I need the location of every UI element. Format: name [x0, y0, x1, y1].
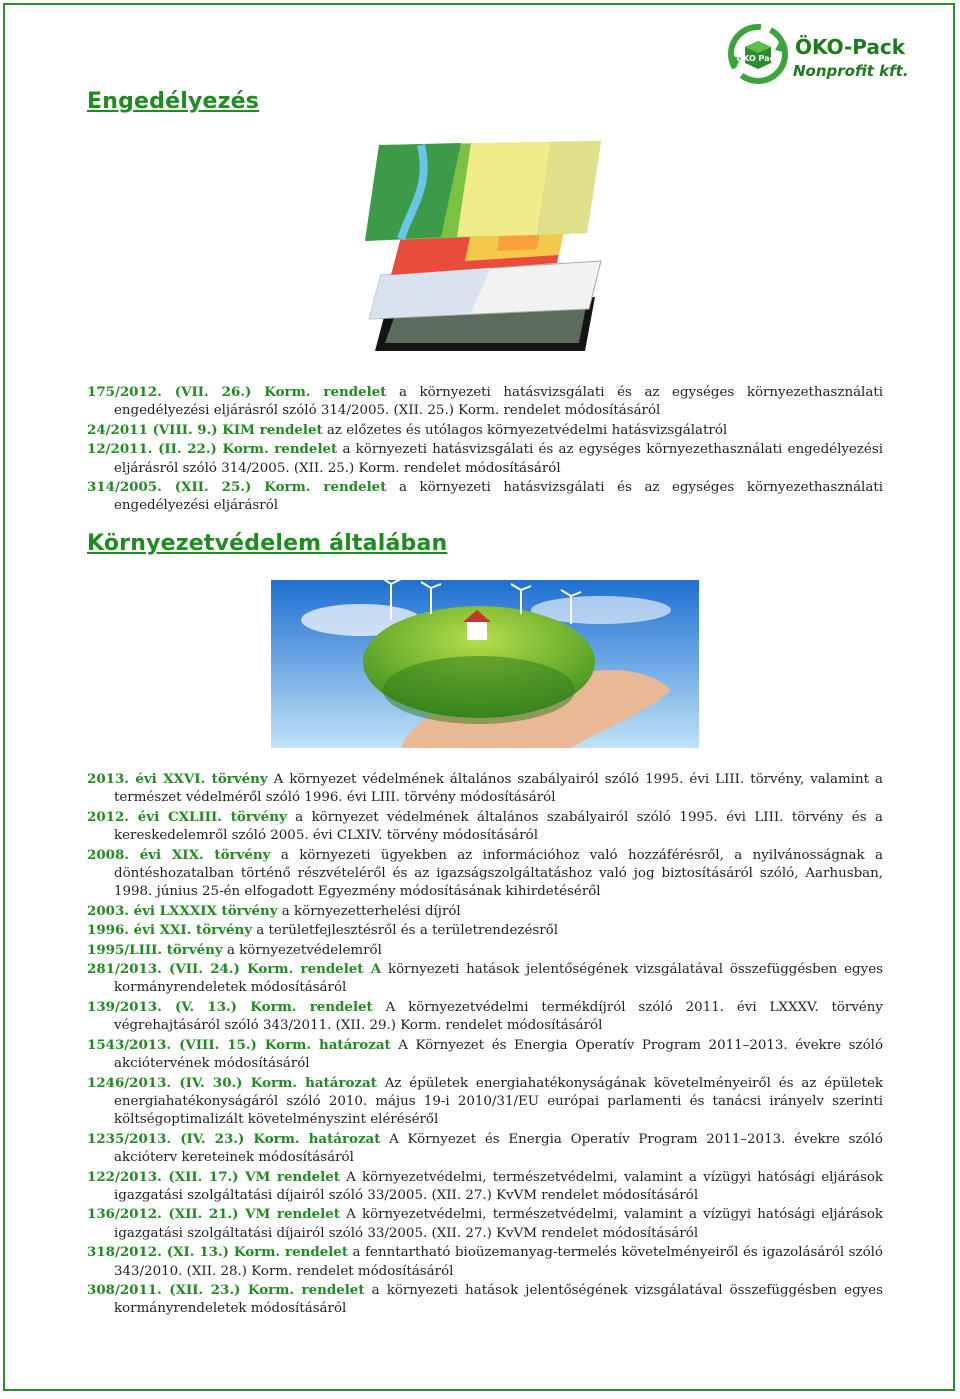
law-description: A Környezet és Energia Operatív Program 2011–2013. évekre szóló akcióterv kereteinek módosításáról: [114, 1131, 883, 1166]
law-item: [87, 421, 883, 440]
law-reference: 1246/2013. (IV. 30.) Korm. határozat: [87, 1074, 377, 1091]
law-item: [87, 1168, 883, 1206]
law-reference: 136/2012. (XII. 21.) VM rendelet: [87, 1206, 340, 1223]
law-description: A környezetvédelmi termékdíjról szóló 2011. évi LXXXV. törvény végrehajtásáról szóló 343/2011. (XII. 29.) Korm. rendelet módosításáról: [114, 999, 883, 1034]
law-reference: 1996. évi XXI. törvény: [87, 922, 252, 939]
law-description: a környezeti ügyekben az információhoz való hozzáférésről, a nyilvánosságnak a döntéshozatalban történő részvételéről és az igazságszolgáltatáshoz való jog biztosításáról szóló, Aarhusban, 1998. június 25-én elfogadott Egyezmény módosításának kihirdetéséről: [114, 847, 883, 900]
law-item: [87, 1036, 883, 1074]
law-description: A környezet védelmének általános szabályairól szóló 1995. évi LIII. törvény, valamint a természet védelméről szóló 1996. évi LIII. törvény módosításáról: [114, 772, 883, 806]
law-reference: 2012. évi CXLIII. törvény: [87, 808, 287, 825]
document-page: [3, 3, 955, 1391]
law-item: [87, 808, 883, 846]
law-reference: 314/2005. (XII. 25.) Korm. rendelet: [87, 479, 387, 496]
law-description: a környezeti hatások jelentőségének vizsgálatával összefüggésben egyes kormányrendeletek módosításáról: [114, 1282, 884, 1317]
green-globe-in-hand-image: [271, 580, 699, 748]
law-description: a környezetterhelési díjról: [277, 903, 461, 919]
law-description: környezeti hatások jelentőségének vizsgálatával összefüggésben egyes kormányrendeletek módosításáról: [114, 962, 883, 996]
law-description: A környezetvédelmi, természetvédelmi, valamint a vízügyi hatósági eljárások igazgatási szolgáltatási díjairól szóló 33/2005. (XII. 27.) KvVM rendelet módosításáról: [114, 1169, 883, 1203]
law-item: [87, 941, 883, 960]
law-item: [87, 1281, 883, 1319]
law-description: A környezetvédelmi, természetvédelmi, valamint a vízügyi hatósági eljárások igazgatási szolgáltatási díjairól szóló 33/2005. (XII. 27.) KvVM rendelet módosításáról: [114, 1207, 883, 1241]
law-reference: 139/2013. (V. 13.) Korm. rendelet: [87, 998, 373, 1015]
logo-title: ÖKO-Pack: [795, 35, 906, 59]
law-item: [87, 383, 883, 421]
recycle-box-icon: [727, 23, 789, 85]
law-description: a környezetvédelemről: [222, 942, 382, 958]
section-title-engedelyezes: Engedélyezés: [87, 89, 260, 114]
law-reference: 175/2012. (VII. 26.) Korm. rendelet: [87, 384, 387, 400]
law-reference: 281/2013. (VII. 24.) Korm. rendelet A: [87, 961, 382, 978]
law-description: A Környezet és Energia Operatív Program 2011–2013. évekre szóló akciótervének módosításáról: [114, 1037, 884, 1072]
law-item: [87, 440, 883, 478]
law-item: [87, 478, 883, 516]
law-reference: 308/2011. (XII. 23.) Korm. rendelet: [87, 1281, 365, 1298]
law-reference: 122/2013. (XII. 17.) VM rendelet: [87, 1168, 340, 1185]
oko-pack-logo: [727, 23, 939, 89]
logo-box-text: ÖKO Pack: [736, 54, 780, 63]
law-description: a fenntartható bioüzemanyag-termelés követelményeiről és igazolásáról szóló 343/2010. (XII. 28.) Korm. rendelet módosításáról: [114, 1245, 883, 1279]
law-item: [87, 1205, 883, 1243]
law-item: [87, 1243, 883, 1281]
law-item: [87, 1130, 883, 1168]
law-reference: 318/2012. (XI. 13.) Korm. rendelet: [87, 1244, 349, 1261]
law-item: [87, 846, 883, 902]
logo-subtitle: Nonprofit kft.: [793, 62, 909, 80]
law-description: a környezeti hatásvizsgálati és az egységes környezethasználati engedélyezési eljárásról szóló 314/2005. (XII. 25.) Korm. rendelet módosításáról: [114, 385, 883, 419]
law-item: [87, 921, 883, 940]
law-item: [87, 1074, 883, 1130]
law-reference: 24/2011 (VIII. 9.) KIM rendelet: [87, 421, 323, 438]
law-reference: 2003. évi LXXXIX törvény: [87, 902, 278, 919]
law-list-kornyezetvedelem: [87, 770, 883, 1319]
law-description: Az épületek energiahatékonyságának követelményeiről és az épületek energiahatékonyságáról szóló 2010. május 19-i 2010/31/EU európai parlamenti és tanácsi irányelv szerinti költségoptimalizált követelményszint eléréséről: [114, 1075, 883, 1128]
law-description: a környezeti hatásvizsgálati és az egységes környezethasználati engedélyezési eljárásról: [114, 480, 883, 514]
law-reference: 12/2011. (II. 22.) Korm. rendelet: [87, 441, 338, 458]
law-reference: 2008. évi XIX. törvény: [87, 846, 271, 863]
law-item: [87, 902, 883, 921]
law-item: [87, 998, 883, 1036]
law-list-engedelyezes: [87, 383, 883, 516]
law-reference: 1235/2013. (IV. 23.) Korm. határozat: [87, 1130, 381, 1147]
law-reference: 1995/LIII. törvény: [87, 941, 223, 958]
law-reference: 2013. évi XXVI. törvény: [87, 771, 268, 787]
law-reference: 1543/2013. (VIII. 15.) Korm. határozat: [87, 1036, 391, 1053]
law-description: a területfejlesztésről és a területrendezésről: [252, 923, 559, 939]
map-layers-image: [351, 137, 639, 361]
law-item: [87, 960, 883, 998]
law-description: a környezeti hatásvizsgálati és az egységes környezethasználati engedélyezési eljárásról szóló 314/2005. (XII. 25.) Korm. rendelet módosításáról: [114, 442, 883, 476]
law-description: az előzetes és utólagos környezetvédelmi hatásvizsgálatról: [322, 422, 728, 438]
section-title-kornyezetvedelem: Környezetvédelem általában: [87, 531, 448, 556]
law-item: [87, 770, 883, 808]
law-description: a környezet védelmének általános szabályairól szóló 1995. évi LIII. törvény és a kereskedelemről szóló 2005. évi CLXIV. törvény módosításáról: [114, 809, 883, 844]
